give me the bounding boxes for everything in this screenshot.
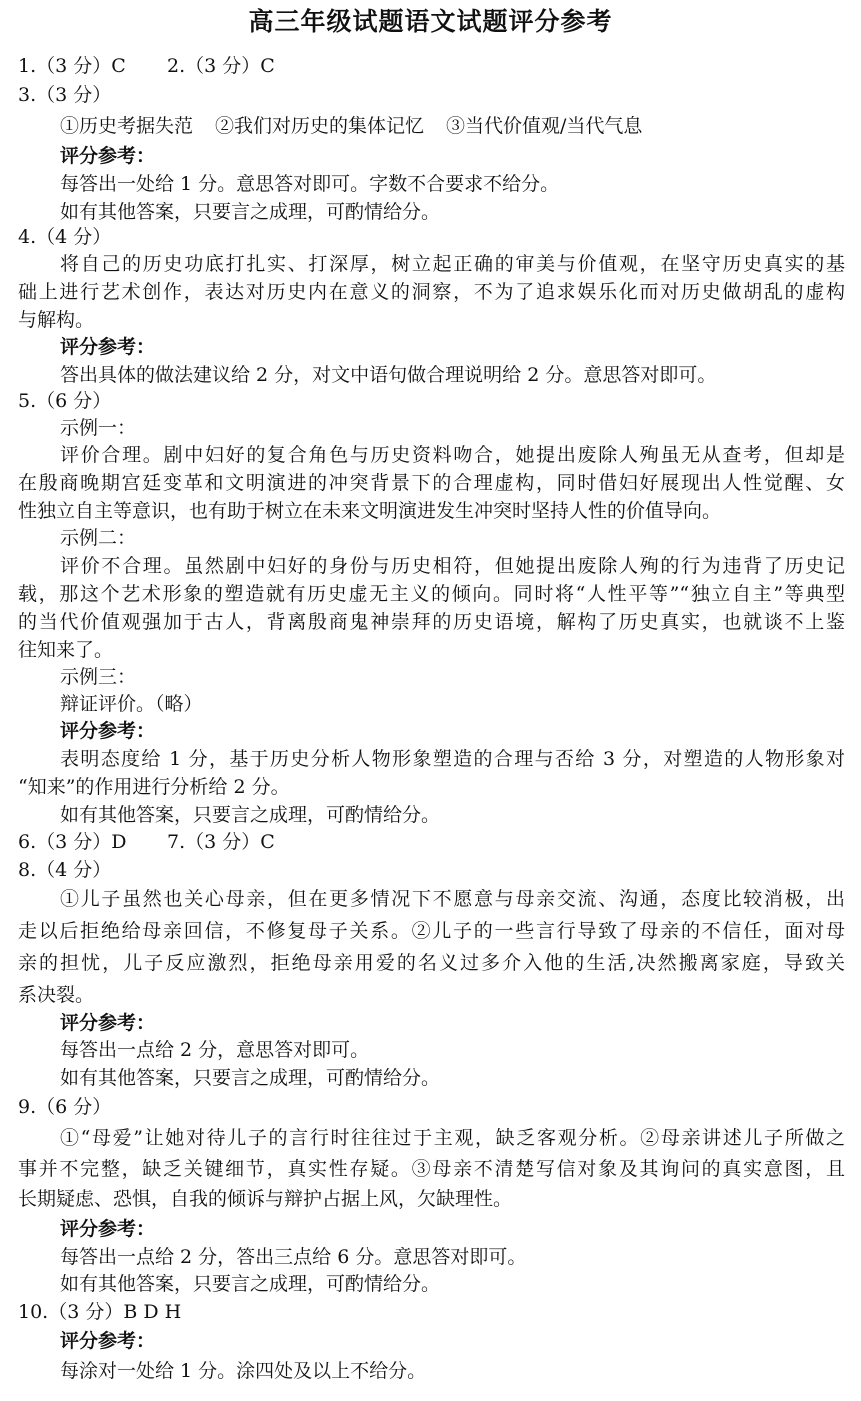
q5-example2-line: 载，那这个艺术形象的塑造就有历史虚无主义的倾向。同时将“人性平等”“独立自主”等典型 (18, 583, 845, 605)
q10-grading-line: 每涂对一处给 1 分。涂四处及以上不给分。 (60, 1360, 427, 1382)
q3-grading-line: 如有其他答案，只要言之成理，可酌情给分。 (60, 201, 441, 223)
q6-answer: D (111, 831, 127, 853)
q5-grading-label: 评分参考： (60, 720, 156, 742)
q2-number: 2. (167, 55, 186, 77)
q5-example1-line: 性独立自主等意识，也有助于树立在未来文明演进发生冲突时坚持人性的价值导向。 (18, 500, 722, 522)
q5-example3-label: 示例三： (60, 666, 137, 688)
q5-example1-line: 在殷商晚期宫廷变革和文明演进的冲突背景下的合理虚构，同时借妇好展现出人性觉醒、女 (18, 472, 845, 494)
q9-grading-label: 评分参考： (60, 1218, 156, 1240)
q5-example2-line: 的当代价值观强加于古人，背离殷商鬼神崇拜的历史语境，解构了历史真实，也就谈不上鉴 (18, 611, 845, 633)
q7-number: 7. (167, 831, 186, 853)
q2-line (167, 52, 275, 80)
q8-answer-line: 亲的担忧，儿子反应激烈，拒绝母亲用爱的名义过多介入他的生活,决然搬离家庭，导致关 (18, 952, 845, 974)
q3-items (60, 112, 642, 140)
q4-header: 4.（4 分） (18, 226, 112, 248)
q5-grading-line: “知来”的作用进行分析给 2 分。 (18, 776, 290, 798)
q9-answer-line: 长期疑虑、恐惧，自我的倾诉与辩护占据上风，欠缺理性。 (18, 1188, 513, 1210)
q1-score: （3 分） (36, 55, 112, 77)
q1-number: 1. (18, 55, 37, 77)
q4-answer-line: 与解构。 (18, 309, 95, 331)
q7-answer: C (260, 831, 275, 853)
q3-item-1: ①历史考据失范 (60, 115, 194, 137)
q5-grading-line: 表明态度给 1 分，基于历史分析人物形象塑造的合理与否给 3 分，对塑造的人物形象对 (60, 748, 845, 770)
q3-item-2: ②我们对历史的集体记忆 (215, 115, 425, 137)
q8-grading-label: 评分参考： (60, 1012, 156, 1034)
q3-grading-label: 评分参考： (60, 145, 156, 167)
q2-score: （3 分） (185, 55, 261, 77)
q4-answer-line: 将自己的历史功底打扎实、打深厚，树立起正确的审美与价值观，在坚守历史真实的基 (60, 253, 845, 275)
q6-number: 6. (18, 831, 37, 853)
q8-answer-line: 走以后拒绝给母亲回信，不修复母子关系。②儿子的一些言行导致了母亲的不信任，面对母 (18, 920, 845, 942)
q4-answer-line: 础上进行艺术创作，表达对历史内在意义的洞察，不为了追求娱乐化而对历史做胡乱的虚构 (18, 281, 845, 303)
q6-line (18, 828, 127, 856)
q9-grading-line: 如有其他答案，只要言之成理，可酌情给分。 (60, 1273, 441, 1295)
q4-grading-label: 评分参考： (60, 336, 156, 358)
q4-grading-line: 答出具体的做法建议给 2 分，对文中语句做合理说明给 2 分。意思答对即可。 (60, 364, 717, 386)
q5-example1-line: 评价合理。剧中妇好的复合角色与历史资料吻合，她提出废除人殉虽无从查考，但却是 (60, 444, 845, 466)
q2-answer: C (260, 55, 275, 77)
q8-grading-line: 每答出一点给 2 分，意思答对即可。 (60, 1039, 370, 1061)
q9-answer-line: 事并不完整，缺乏关键细节，真实性存疑。③母亲不清楚写信对象及其询问的真实意图，且 (18, 1158, 845, 1180)
q1-line (18, 52, 126, 80)
q10-grading-label: 评分参考： (60, 1330, 156, 1352)
q8-header: 8.（4 分） (18, 859, 112, 881)
q5-example3-text: 辩证评价。（略） (60, 693, 203, 715)
q9-answer-line: ①“母爱”让她对待儿子的言行时往往过于主观，缺乏客观分析。②母亲讲述儿子所做之 (60, 1127, 845, 1149)
q5-example2-line: 往知来了。 (18, 639, 114, 661)
q5-grading-line: 如有其他答案，只要言之成理，可酌情给分。 (60, 804, 441, 826)
q8-grading-line: 如有其他答案，只要言之成理，可酌情给分。 (60, 1067, 441, 1089)
q5-example1-label: 示例一： (60, 417, 137, 439)
q6-score: （3 分） (36, 831, 112, 853)
q5-header: 5.（6 分） (18, 390, 112, 412)
q1-answer: C (111, 55, 126, 77)
q5-example2-label: 示例二： (60, 527, 137, 549)
page-title: 高三年级试题语文试题评分参考 (248, 7, 613, 36)
q7-score: （3 分） (185, 831, 261, 853)
q3-item-3: ③当代价值观/当代气息 (446, 115, 643, 137)
q10-header: 10.（3 分）B D H (18, 1301, 182, 1323)
q5-example2-line: 评价不合理。虽然剧中妇好的身份与历史相符，但她提出废除人殉的行为违背了历史记 (60, 555, 845, 577)
q8-answer-line: 系决裂。 (18, 984, 95, 1006)
q7-line (167, 828, 275, 856)
q9-header: 9.（6 分） (18, 1096, 112, 1118)
q3-header: 3.（3 分） (18, 84, 112, 106)
q3-grading-line: 每答出一处给 1 分。意思答对即可。字数不合要求不给分。 (60, 173, 560, 195)
q9-grading-line: 每答出一点给 2 分，答出三点给 6 分。意思答对即可。 (60, 1246, 527, 1268)
q8-answer-line: ①儿子虽然也关心母亲，但在更多情况下不愿意与母亲交流、沟通，态度比较消极，出 (60, 888, 845, 910)
